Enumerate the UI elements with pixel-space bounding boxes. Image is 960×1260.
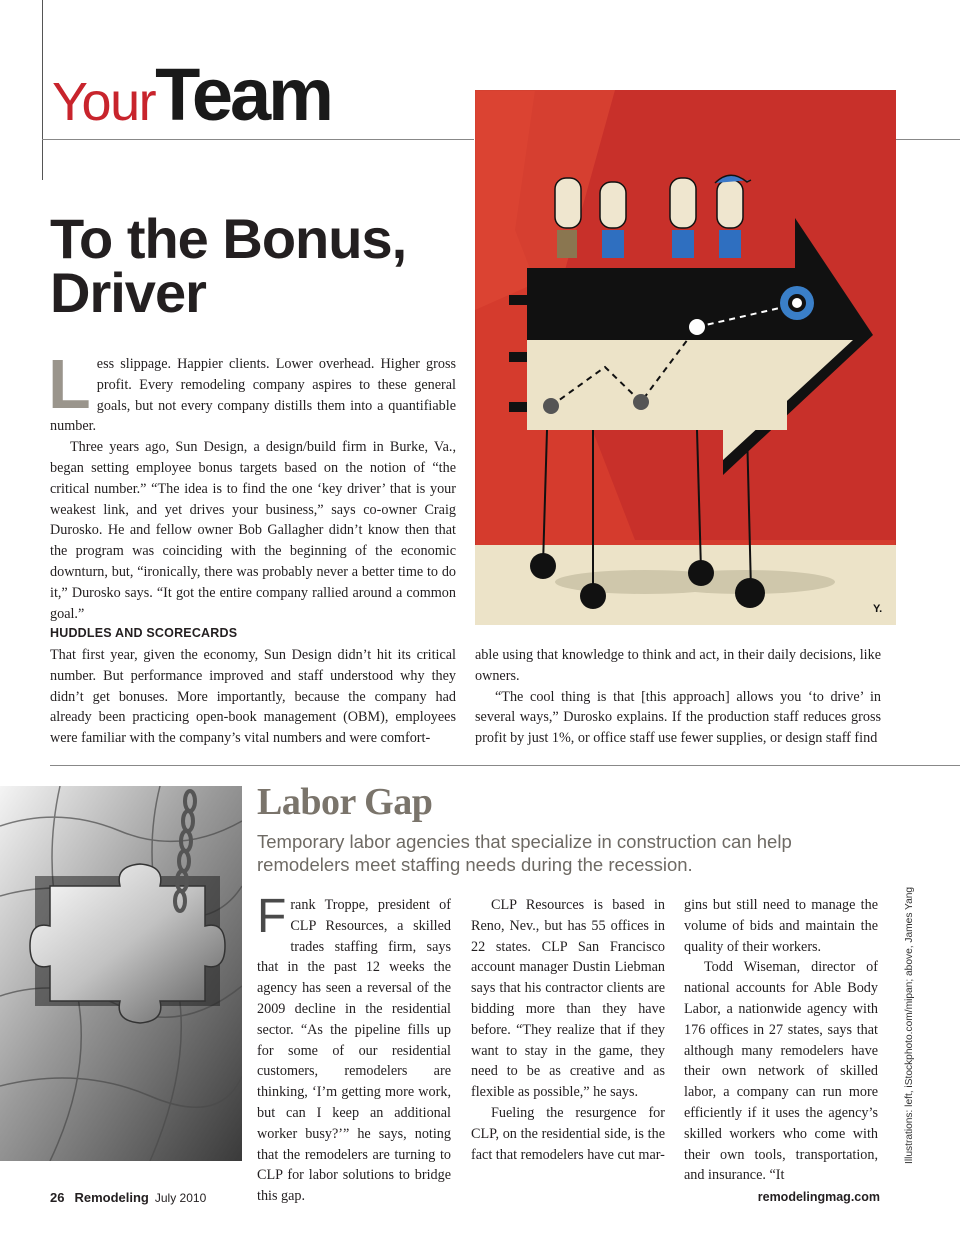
footer-site[interactable]: remodelingmag.com [757, 1190, 880, 1204]
labor-col3-para1: gins but still need to manage the volume of bids and maintain the quality of their workers. [684, 897, 878, 955]
labor-gap-title: Labor Gap [257, 781, 433, 823]
issue-date: July 2010 [154, 1191, 207, 1205]
labor-gap-deck: Temporary labor agencies that specialize in construction can help remodelers meet staffing needs during the recession. [257, 831, 792, 875]
header-rule [42, 139, 474, 140]
photo-credit: Illustrations: left, iStockphoto.com/mipan; above, James Yang [904, 886, 915, 1164]
labor-col1-text: rank Troppe, president of CLP Resources, a skilled trades staffing firm, says that in the past 12 weeks the agency has seen a reversal of the 2009 decline in the residential sector. “As the pipeline fills up for some of our residential customers, remodelers are thinking, ‘I’m getting more work, but can I keep an additional worker busy?’” he says, noting that the remodelers are turning to CLP for labor solutions to bridge this gap. [257, 897, 451, 1205]
paragraph-3b: able using that knowledge to think and act, in their daily decisions, like owners. [475, 647, 881, 684]
vertical-rule [42, 0, 43, 180]
labor-col-1 [257, 890, 451, 1207]
driver-illustration [475, 90, 896, 625]
labor-col2-para2: Fueling the resurgence for CLP, on the residential side, is the fact that remodelers have cut mar- [471, 1104, 665, 1163]
article-intro [48, 345, 456, 624]
paragraph-2: Three years ago, Sun Design, a design/build firm in Burke, Va., began setting employee bonus targets based on the notion of “the critical number.” “The idea is to find the one ‘key driver’ that is your weakest link, and yet drives your business,” says co-owner Craig Durosko. He and fellow owner Bob Gallagher didn’t know then that the program was coinciding with the beginning of the economic downturn, but, “ironically, there was probably never a better time to do it,” Durosko says. “It got the entire company rallied around a common goal.” [50, 439, 456, 622]
paragraph-4: “The cool thing is that [this approach] allows you ‘to drive’ in several ways,” Durosko explains. If the production staff reduces gross profit by just 1%, or office staff use fewer supplies, or design staff find [475, 688, 881, 747]
article-headline: To the Bonus, Driver [50, 207, 407, 324]
section-logo [52, 53, 331, 136]
subhead-huddles: HUDDLES AND SCORECARDS [50, 626, 238, 640]
labor-col-2 [471, 895, 665, 1165]
article-col-right [475, 645, 881, 749]
labor-col-3 [684, 895, 878, 1186]
header-rule-right [895, 139, 960, 140]
puzzle-photo [0, 786, 242, 1161]
article-col-left [50, 645, 456, 749]
labor-col3-para2: Todd Wiseman, director of national accounts for Able Body Labor, a nationwide agency with 176 offices in 27 states, says that although many remodelers have their own network of skilled labor, a company can run more efficiently if it uses the agency’s skilled workers who come with their own tools, transportation, and insurance. “It [684, 959, 878, 1184]
labor-col2-para1: CLP Resources is based in Reno, Nev., but has 55 offices in 22 states. CLP San Francisco account manager Dustin Liebman says that his contractor clients are bidding more than they have before. “They realize that if they want to stay in the game, they need to be as creative and as flexible as possible,” he says. [471, 897, 665, 1101]
lead-paragraph: ess slippage. Happier clients. Lower overhead. Higher gross profit. Every remodeling company aspires to these general goals, but not every company distills them into a quantifiable number. [50, 356, 456, 435]
paragraph-3: That first year, given the economy, Sun Design didn’t hit its critical number. But performance improved and staff understood why they didn’t get bonuses. More importantly, because the company had already been practicing open-book management (OBM), employees were familiar with the company’s vital numbers and were comfort- [50, 647, 456, 747]
page-number: 26 [50, 1190, 65, 1205]
illustrator-mark: Y. [873, 603, 883, 615]
section-your: Your [52, 72, 156, 132]
magazine-name: Remodeling [74, 1190, 149, 1205]
dropcap-f: F [257, 890, 287, 943]
section-divider [50, 765, 960, 766]
footer-left [50, 1190, 206, 1205]
dropcap-l: L [48, 345, 91, 423]
section-team: Team [155, 53, 331, 136]
